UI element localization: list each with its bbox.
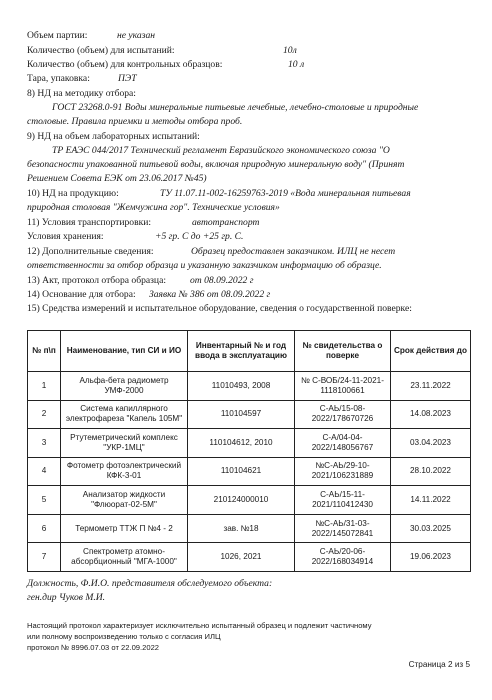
- cell-name: Спектрометр атомно-абсорбционный "МГА-1000": [61, 543, 188, 572]
- test-quantity-label: Количество (объем) для испытаний:: [27, 45, 175, 56]
- cell-name: Альфа-бета радиометр УМФ-2000: [61, 372, 188, 401]
- cell-name: Система капиллярного электрофареза "Капель 105М": [61, 400, 188, 429]
- cell-name: Термометр ТТЖ П №4 - 2: [61, 514, 188, 543]
- cell-inventory: 11010493, 2008: [188, 372, 295, 401]
- cell-number: 3: [28, 429, 61, 458]
- cell-certificate: №С-АЬ/31-03-2022/145072841: [295, 514, 391, 543]
- sampling-method-heading: 8) НД на методику отбора:: [27, 88, 136, 99]
- cell-valid-until: 03.04.2023: [391, 429, 471, 458]
- table-row: [28, 457, 471, 486]
- col-header-certificate: № свидетельства о поверке: [295, 331, 391, 372]
- cell-certificate: № С-ВОБ/24-11-2021-1118100661: [295, 372, 391, 401]
- sampling-basis-value: Заявка № 386 от 08.09.2022 г: [149, 289, 271, 300]
- col-header-valid-until: Срок действия до: [391, 331, 471, 372]
- lab-scope-heading: 9) НД на объем лабораторных испытаний:: [27, 131, 200, 142]
- cell-inventory: 1026, 2021: [188, 543, 295, 572]
- col-header-inventory: Инвентарный № и год ввода в эксплуатацию: [188, 331, 295, 372]
- table-row: [28, 543, 471, 572]
- cell-number: 6: [28, 514, 61, 543]
- cell-inventory: 110104612, 2010: [188, 429, 295, 458]
- cell-certificate: №С-АЬ/29-10-2021/106231889: [295, 457, 391, 486]
- cell-inventory: 110104621: [188, 457, 295, 486]
- col-header-number: № п\п: [28, 331, 61, 372]
- transport-label: 11) Условия транспортировки:: [27, 217, 152, 228]
- cell-name: Ртутеметрический комплекс "УКР-1МЦ": [61, 429, 188, 458]
- cell-inventory: 110104597: [188, 400, 295, 429]
- batch-volume-label: Объем партии:: [27, 30, 88, 41]
- storage-value: +5 гр. С до +25 гр. С.: [155, 231, 244, 242]
- lab-scope-line3: Решением Совета ЕЭК от 23.06.2017 №45): [27, 173, 207, 184]
- cell-certificate: С-А/04-04-2022/148056767: [295, 429, 391, 458]
- cell-number: 5: [28, 486, 61, 515]
- sampling-basis-label: 14) Основание для отбора:: [27, 289, 136, 300]
- cell-number: 1: [28, 372, 61, 401]
- table-header-row: [28, 331, 471, 372]
- additional-info-label: 12) Дополнительные сведения:: [27, 246, 154, 257]
- product-nd-line2: природная столовая "Жемчужина гор". Технические условия»: [27, 202, 280, 213]
- table-row: [28, 372, 471, 401]
- cell-valid-until: 23.11.2022: [391, 372, 471, 401]
- cell-certificate: С-АЬ/15-08-2022/178670726: [295, 400, 391, 429]
- cell-valid-until: 28.10.2022: [391, 457, 471, 486]
- additional-info-line2: ответственности за отбор образца и указанную заказчиком информацию об образце.: [27, 260, 382, 271]
- cell-certificate: С-АЬ/15-11-2021/110412430: [295, 486, 391, 515]
- sampling-act-label: 13) Акт, протокол отбора образца:: [27, 275, 166, 286]
- sampling-method-line1: ГОСТ 23268.0-91 Воды минеральные питьевые лечебные, лечебно-столовые и природные: [52, 102, 419, 113]
- control-quantity-label: Количество (объем) для контрольных образцов:: [27, 59, 223, 70]
- col-header-name: Наименование, тип СИ и ИО: [61, 331, 188, 372]
- footer-protocol-number: протокол № 8996.07.03 от 22.09.2022: [27, 643, 160, 652]
- product-nd-value: ТУ 11.07.11-002-16259763-2019 «Вода минеральная питьевая: [160, 188, 411, 199]
- sampling-method-line2: столовые. Правила приемки и методы отбора проб.: [27, 116, 243, 127]
- representative-label: Должность, Ф.И.О. представителя обследуемого объекта:: [27, 578, 273, 589]
- cell-number: 2: [28, 400, 61, 429]
- table-row: [28, 514, 471, 543]
- cell-valid-until: 14.11.2022: [391, 486, 471, 515]
- page-number: Страница 2 из 5: [408, 660, 470, 669]
- representative-name: ген.дир Чуков М.И.: [27, 592, 106, 603]
- cell-valid-until: 19.06.2023: [391, 543, 471, 572]
- packaging-value: ПЭТ: [118, 73, 137, 84]
- table-row: [28, 400, 471, 429]
- packaging-label: Тара, упаковка:: [27, 73, 90, 84]
- cell-inventory: зав. №18: [188, 514, 295, 543]
- cell-name: Фотометр фотоэлектрический КФК-3-01: [61, 457, 188, 486]
- cell-number: 4: [28, 457, 61, 486]
- cell-valid-until: 14.08.2023: [391, 400, 471, 429]
- equipment-heading: 15) Средства измерений и испытательное оборудование, сведения о государственной поверке:: [27, 303, 412, 314]
- cell-certificate: С-АЬ/20-06-2022/168034914: [295, 543, 391, 572]
- sampling-act-value: от 08.09.2022 г: [190, 275, 254, 286]
- control-quantity-value: 10 л: [288, 59, 305, 70]
- footer-disclaimer-line2: или полному воспроизведению только с согласия ИЛЦ: [27, 632, 221, 641]
- lab-scope-line1: ТР ЕАЭС 044/2017 Технический регламент Евразийского экономического союза "О: [52, 145, 390, 156]
- additional-info-value: Образец предоставлен заказчиком. ИЛЦ не несет: [191, 246, 396, 257]
- table-row: [28, 486, 471, 515]
- test-quantity-value: 10л: [283, 45, 297, 56]
- transport-value: автотранспорт: [192, 217, 260, 228]
- footer-disclaimer-line1: Настоящий протокол характеризует исключительно испытанный образец и подлежит частичному: [27, 621, 372, 630]
- table-row: [28, 429, 471, 458]
- product-nd-label: 10) НД на продукцию:: [27, 188, 119, 199]
- cell-valid-until: 30.03.2025: [391, 514, 471, 543]
- equipment-table: [27, 330, 471, 572]
- cell-inventory: 210124000010: [188, 486, 295, 515]
- cell-name: Анализатор жидкости "Флюорат-02-5М": [61, 486, 188, 515]
- cell-number: 7: [28, 543, 61, 572]
- storage-label: Условия хранения:: [27, 231, 104, 242]
- lab-scope-line2: безопасности упакованной питьевой воды, включая природную минеральную воду" (Принят: [27, 159, 405, 170]
- batch-volume-value: не указан: [117, 30, 156, 41]
